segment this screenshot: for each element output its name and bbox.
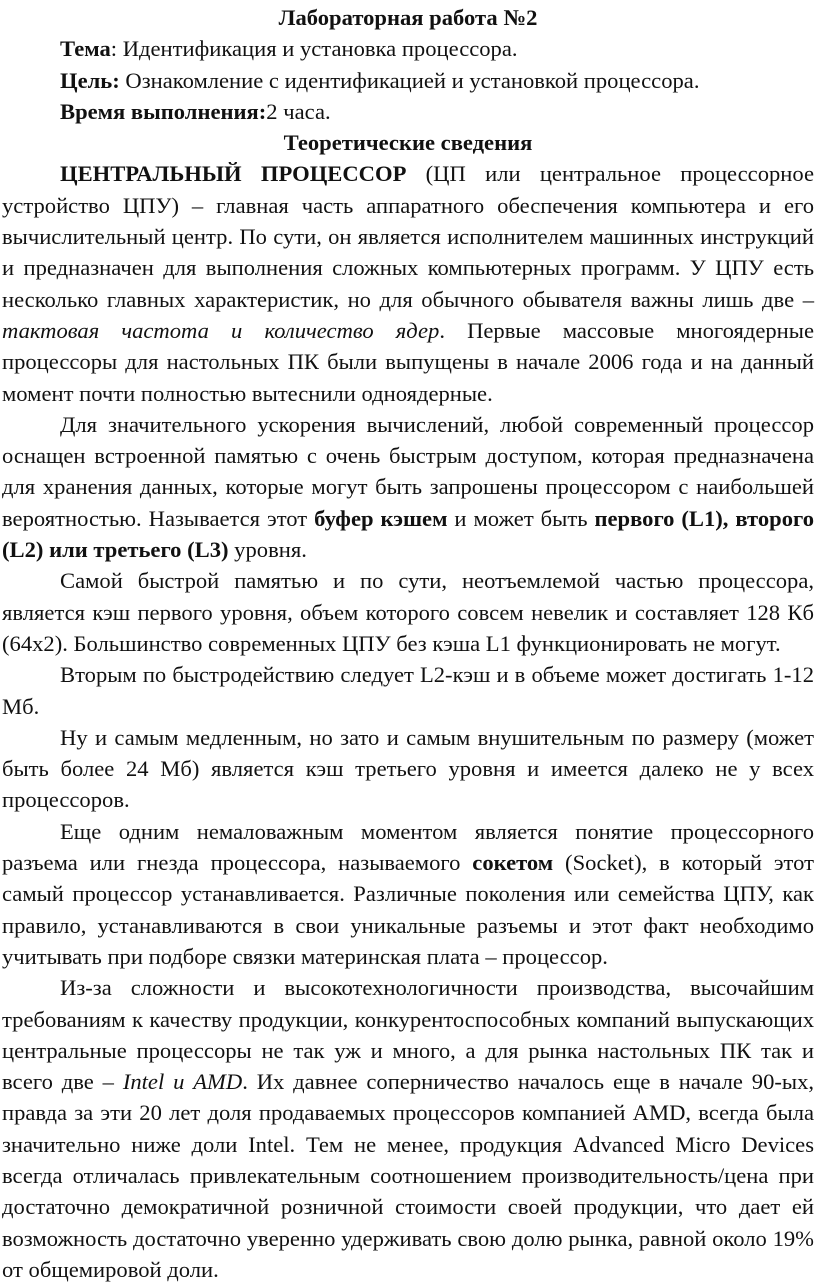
paragraph-text: Еще одним немаловажным моментом является понятие процессорного разъема или гнезда процессора, называемого <box>2 818 814 876</box>
paragraph-manufacturers <box>2 972 814 1285</box>
goal-text: Ознакомление с идентификацией и установкой процессора. <box>119 67 700 93</box>
document-title: Лабораторная работа №2 <box>278 5 538 30</box>
paragraph-cpu-definition <box>2 158 814 408</box>
paragraph-socket <box>2 816 814 972</box>
topic-separator: : <box>110 36 123 62</box>
paragraph-cache-l2: Вторым по быстродействию следует L2-кэш и в объеме может достигать 1-12 Мб. <box>2 662 814 719</box>
time-line <box>2 96 814 127</box>
goal-line <box>2 65 814 96</box>
topic-label: Тема <box>60 36 111 62</box>
paragraph-text: и может быть <box>447 505 595 531</box>
cpu-term: ЦЕНТРАЛЬНЫЙ ПРОЦЕССОР <box>60 161 407 187</box>
cache-levels: первого (L1), второго (L2) или третьего (L3) <box>2 505 814 563</box>
topic-text: Идентификация и установка процессора. <box>122 36 518 62</box>
time-label: Время выполнения: <box>60 98 267 124</box>
paragraph-text: уровня. <box>228 537 307 563</box>
socket-term: сокетом <box>472 850 554 876</box>
topic-line <box>2 33 814 64</box>
paragraph-text: Для значительного ускорения вычислений, любой современный процессор оснащен встроенной памятью с очень быстрым доступом, которая предназначена для хранения данных, которые могут быть запрошены процессором с наибольшей вероятностью. Называется этот <box>2 411 814 531</box>
time-text: 2 часа. <box>266 98 331 124</box>
cache-term: буфер кэшем <box>314 505 448 531</box>
paragraph-cache-l3: Ну и самым медленным, но зато и самым внушительным по размеру (может быть более 24 Мб) является кэш третьего уровня и имеется далеко не у всех процессоров. <box>2 724 814 813</box>
section-title: Теоретические сведения <box>283 130 533 156</box>
paragraph-text: . Первые массовые многоядерные процессоры для настольных ПК были выпущены в начале 2006 года и на данный момент почти полностью вытеснили одноядерные. <box>2 317 814 406</box>
paragraph-cache-intro <box>2 409 814 565</box>
goal-label: Цель: <box>60 67 120 93</box>
paragraph-cache-l1: Самой быстрой памятью и по сути, неотъемлемой частью процессора, является кэш первого уровня, объем которого совсем невелик и составляет 128 Кб (64х2). Большинство современных ЦПУ без кэша L1 функционировать не могут. <box>2 568 814 656</box>
paragraph-text: (Socket), в который этот самый процессор устанавливается. Различные поколения или семейства ЦПУ, как правило, устанавливаются в свои уникальные разъемы и этот факт необходимо учитывать при подборе связки материнская плата – процессор. <box>2 850 814 969</box>
paragraph-text: . Их давнее соперничество началось еще в начале 90-ых, правда за эти 20 лет доля продаваемых процессоров компанией AMD, всегда была значительно ниже доли Intel. Тем не менее, продукция Advanced Micro Devices всегда отличалась привлекательным соотношением производительность/цена при достаточно демократичной розничной стоимости своей продукции, что дает ей возможность достаточно уверенно удерживать свою долю рынка, равной около 19% от общемировой доли. <box>2 1069 815 1282</box>
paragraph-text: Из-за сложности и высокотехнологичности производства, высочайшим требованиям к качеству продукции, конкурентоспособных компаний выпускающих центральные процессоры не так уж и много, а для рынка настольных ПК так и всего две – <box>2 975 814 1095</box>
manufacturer-names: Intel и AMD <box>122 1069 243 1095</box>
paragraph-text: (ЦП или центральное процессорное устройство ЦПУ) – главная часть аппаратного обеспечения компьютера и его вычислительный центр. По сути, он является исполнителем машинных инструкций и предназначен для выполнения сложных компьютерных программ. У ЦПУ есть несколько главных характеристик, но для обычного обывателя важны лишь две – <box>2 161 814 312</box>
cpu-characteristics: тактовая частота и количество ядер <box>2 317 440 343</box>
